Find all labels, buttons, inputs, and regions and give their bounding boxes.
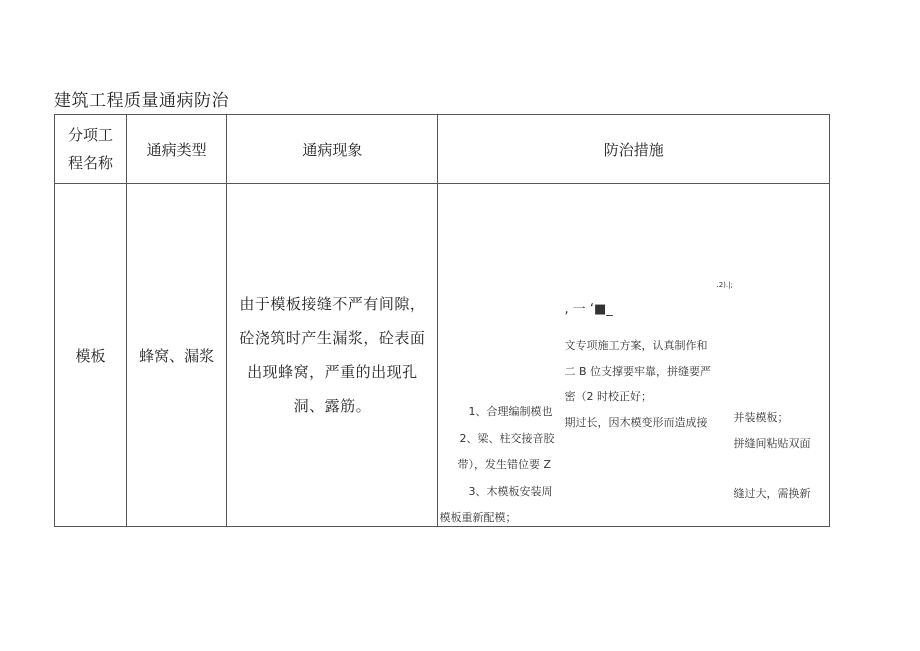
measure-line: 2、梁、柱交接音胶 <box>459 432 555 445</box>
phenomenon-text: 由于模板接缝不严有间隙，砼浇筑时产生漏浆，砼表面出现蜂窝，严重的出现孔洞、露筋。 <box>239 295 426 415</box>
measure-line: 文专项施工方案，认真制作和 <box>564 339 708 352</box>
measure-line: 期过长，因木模变形而造成接 <box>564 416 708 429</box>
measure-line: 缝过大，需换新 <box>733 487 811 500</box>
header-measures: 防治措施 <box>438 115 830 184</box>
measure-line: 密（2 时校正好； <box>564 390 652 403</box>
measure-fragment: .2).|; <box>716 281 733 289</box>
quality-defects-table <box>54 114 830 527</box>
header-category-line2: 程名称 <box>68 154 114 172</box>
measure-line: 并装模板； <box>733 411 789 424</box>
table-row <box>55 184 830 527</box>
header-phenomenon: 通病现象 <box>227 115 438 184</box>
measure-line: 二 B 位支撑要牢靠，拼缝要严 <box>564 365 712 378</box>
header-category-line1: 分项工 <box>68 126 114 144</box>
cell-category: 模板 <box>55 184 127 527</box>
document-title: 建筑工程质量通病防治 <box>54 91 229 111</box>
cell-defect-type: 蜂窝、漏浆 <box>127 184 227 527</box>
measure-line: 带），发生错位要 Z <box>457 458 552 471</box>
measure-line: 模板重新配模； <box>439 511 517 524</box>
measure-fragment: , 一 ‘■_ <box>564 302 613 317</box>
header-defect-type: 通病类型 <box>127 115 227 184</box>
header-category <box>55 115 127 184</box>
measure-line: 3、木模板安装周 <box>468 485 553 498</box>
measures-content <box>438 184 829 526</box>
cell-measures <box>438 184 830 527</box>
measure-line: 拼缝间粘贴双面 <box>733 437 811 450</box>
measure-line: 1、合理编制模也 <box>468 405 553 418</box>
table-header-row <box>55 115 830 184</box>
cell-phenomenon <box>227 184 438 527</box>
